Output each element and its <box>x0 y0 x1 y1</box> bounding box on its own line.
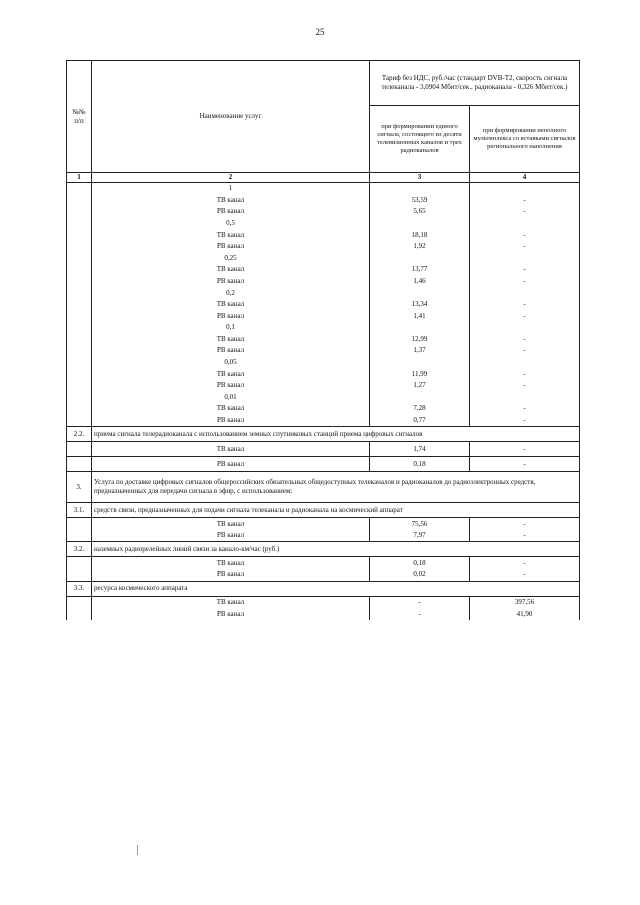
row-label: РВ канал <box>92 569 370 581</box>
table-row <box>67 299 580 311</box>
row-label: ТВ канал <box>92 557 370 569</box>
header-col-partial-multiplex: при формировании неполного мультиплекса со вставками сигналов регионального наполнения <box>470 106 580 173</box>
row-label: ТВ канал <box>92 264 370 276</box>
value-col3: 0,02 <box>370 569 470 581</box>
value-col3: 0,18 <box>370 457 470 472</box>
row-label: 0,05 <box>92 357 370 369</box>
section-title: приема сигнала телерадиоканала с использованием земных спутниковых станций приема цифровых сигналов <box>92 427 580 442</box>
row-number-cell <box>67 608 92 620</box>
value-col3: - <box>370 596 470 608</box>
row-number-cell <box>67 557 92 569</box>
value-col3 <box>370 252 470 264</box>
row-number-cell <box>67 252 92 264</box>
row-number-cell <box>67 322 92 334</box>
row-label: 0,2 <box>92 287 370 299</box>
table-row <box>67 206 580 218</box>
value-col4: - <box>470 276 580 288</box>
col-number-2: 2 <box>92 173 370 183</box>
section-row <box>67 542 580 557</box>
value-col3: 1,37 <box>370 345 470 357</box>
row-number-cell <box>67 403 92 415</box>
value-col4: - <box>470 518 580 530</box>
value-col4: - <box>470 345 580 357</box>
table-row <box>67 310 580 322</box>
value-col4: 397,56 <box>470 596 580 608</box>
value-col4: - <box>470 368 580 380</box>
value-col4: - <box>470 241 580 253</box>
value-col3: 7,28 <box>370 403 470 415</box>
value-col3 <box>370 287 470 299</box>
value-col3: 12,99 <box>370 333 470 345</box>
section-title: ресурса космического аппарата <box>92 581 580 596</box>
table-row <box>67 264 580 276</box>
value-col3: 0,77 <box>370 415 470 427</box>
table-row <box>67 608 580 620</box>
value-col4: - <box>470 457 580 472</box>
row-label: ТВ канал <box>92 442 370 457</box>
table-row <box>67 518 580 530</box>
value-col4 <box>470 218 580 230</box>
row-label: ТВ канал <box>92 403 370 415</box>
value-col4: - <box>470 557 580 569</box>
value-col4: - <box>470 442 580 457</box>
table-row <box>67 457 580 472</box>
table-row <box>67 252 580 264</box>
table-row <box>67 391 580 403</box>
row-number-cell <box>67 310 92 322</box>
row-label: РВ канал <box>92 530 370 542</box>
row-number-cell <box>67 194 92 206</box>
table-row <box>67 241 580 253</box>
value-col3: 1,92 <box>370 241 470 253</box>
table-row <box>67 557 580 569</box>
value-col3: - <box>370 608 470 620</box>
value-col4: - <box>470 569 580 581</box>
value-col4: - <box>470 194 580 206</box>
table-row <box>67 569 580 581</box>
section-title: наземных радиорелейных линий связи за канало-км/час (руб.) <box>92 542 580 557</box>
section-row <box>67 472 580 503</box>
value-col3: 0,18 <box>370 557 470 569</box>
row-label: ТВ канал <box>92 518 370 530</box>
row-number-cell <box>67 530 92 542</box>
value-col3: 13,77 <box>370 264 470 276</box>
value-col4: - <box>470 206 580 218</box>
value-col3: 53,59 <box>370 194 470 206</box>
row-label: 1 <box>92 182 370 194</box>
value-col3: 18,18 <box>370 229 470 241</box>
value-col4: - <box>470 415 580 427</box>
page-number: 25 <box>315 27 325 37</box>
value-col3: 75,56 <box>370 518 470 530</box>
row-number-cell <box>67 241 92 253</box>
value-col3: 1,41 <box>370 310 470 322</box>
row-number-cell <box>67 229 92 241</box>
row-number-cell <box>67 457 92 472</box>
value-col4: - <box>470 310 580 322</box>
row-label: РВ канал <box>92 310 370 322</box>
section-number: 2.2. <box>67 427 92 442</box>
value-col4: - <box>470 530 580 542</box>
table-row <box>67 530 580 542</box>
table-row <box>67 345 580 357</box>
table-row <box>67 287 580 299</box>
row-number-cell <box>67 287 92 299</box>
value-col4: - <box>470 380 580 392</box>
row-label: 0,5 <box>92 218 370 230</box>
row-number-cell <box>67 218 92 230</box>
table-row <box>67 415 580 427</box>
table-row <box>67 322 580 334</box>
value-col4: - <box>470 403 580 415</box>
value-col4: 41,90 <box>470 608 580 620</box>
value-col3 <box>370 218 470 230</box>
section-row <box>67 503 580 518</box>
value-col3: 13,34 <box>370 299 470 311</box>
row-number-cell <box>67 333 92 345</box>
row-label: 0,1 <box>92 322 370 334</box>
row-number-cell <box>67 357 92 369</box>
section-title: средств связи, предназначенных для подачи сигнала телеканала и радиоканала на космический аппарат <box>92 503 580 518</box>
col-number-4: 4 <box>470 173 580 183</box>
row-number-cell <box>67 442 92 457</box>
value-col3: 1,74 <box>370 442 470 457</box>
value-col4 <box>470 322 580 334</box>
table-row <box>67 357 580 369</box>
value-col4 <box>470 287 580 299</box>
value-col3: 7,97 <box>370 530 470 542</box>
row-label: 0,01 <box>92 391 370 403</box>
col-number-3: 3 <box>370 173 470 183</box>
value-col3: 1,46 <box>370 276 470 288</box>
table-row <box>67 380 580 392</box>
section-number: 3.3. <box>67 581 92 596</box>
row-label: ТВ канал <box>92 368 370 380</box>
value-col4: - <box>470 264 580 276</box>
value-col3: 5,65 <box>370 206 470 218</box>
table-row <box>67 596 580 608</box>
table-row <box>67 403 580 415</box>
header-tariff-title: Тариф без НДС, руб./час (стандарт DVB-T2, скорость сигнала телеканала - 3,0904 Мбит/сек., радиоканала - 0,326 Мбит/сек.) <box>370 61 580 106</box>
section-number: 3.2. <box>67 542 92 557</box>
row-label: РВ канал <box>92 457 370 472</box>
value-col4 <box>470 391 580 403</box>
row-number-cell <box>67 380 92 392</box>
value-col3 <box>370 182 470 194</box>
value-col4 <box>470 252 580 264</box>
value-col4: - <box>470 299 580 311</box>
row-number-cell <box>67 345 92 357</box>
table-row <box>67 182 580 194</box>
section-row <box>67 427 580 442</box>
section-title: Услуга по доставке цифровых сигналов общероссийских обязательных общедоступных телеканалов и радиоканалов до радиоэлектронных средств, предназначенных для передачи сигнала в эфир, с использованием: <box>92 472 580 503</box>
row-label: ТВ канал <box>92 299 370 311</box>
row-number-cell <box>67 182 92 194</box>
table-row <box>67 218 580 230</box>
header-col-number: №№ п/п <box>67 61 92 173</box>
row-label: РВ канал <box>92 345 370 357</box>
row-label: ТВ канал <box>92 596 370 608</box>
row-number-cell <box>67 391 92 403</box>
row-label: РВ канал <box>92 608 370 620</box>
row-label: ТВ канал <box>92 229 370 241</box>
value-col4 <box>470 182 580 194</box>
value-col3 <box>370 322 470 334</box>
row-label: ТВ канал <box>92 333 370 345</box>
value-col3 <box>370 391 470 403</box>
table-row <box>67 333 580 345</box>
row-label: РВ канал <box>92 276 370 288</box>
table-row <box>67 276 580 288</box>
row-label: РВ канал <box>92 206 370 218</box>
row-label: РВ канал <box>92 380 370 392</box>
row-number-cell <box>67 518 92 530</box>
value-col3: 11,99 <box>370 368 470 380</box>
value-col4 <box>470 357 580 369</box>
scan-mark <box>137 845 138 855</box>
row-number-cell <box>67 276 92 288</box>
row-number-cell <box>67 596 92 608</box>
header-col-single-signal: при формировании единого сигнала, состоящего из десяти телевизионных каналов и трех радиоканалов <box>370 106 470 173</box>
section-number: 3. <box>67 472 92 503</box>
table-row <box>67 368 580 380</box>
row-number-cell <box>67 264 92 276</box>
header-col-service: Наименование услуг <box>92 61 370 173</box>
tariff-table <box>66 60 580 620</box>
table-row <box>67 229 580 241</box>
row-label: РВ канал <box>92 241 370 253</box>
row-number-cell <box>67 368 92 380</box>
row-label: ТВ канал <box>92 194 370 206</box>
row-number-cell <box>67 299 92 311</box>
col-number-1: 1 <box>67 173 92 183</box>
row-number-cell <box>67 206 92 218</box>
table-row <box>67 194 580 206</box>
table-row <box>67 442 580 457</box>
row-label: 0,25 <box>92 252 370 264</box>
row-number-cell <box>67 415 92 427</box>
value-col4: - <box>470 333 580 345</box>
row-number-cell <box>67 569 92 581</box>
value-col3: 1,27 <box>370 380 470 392</box>
value-col4: - <box>470 229 580 241</box>
row-label: РВ канал <box>92 415 370 427</box>
section-number: 3.1. <box>67 503 92 518</box>
value-col3 <box>370 357 470 369</box>
section-row <box>67 581 580 596</box>
